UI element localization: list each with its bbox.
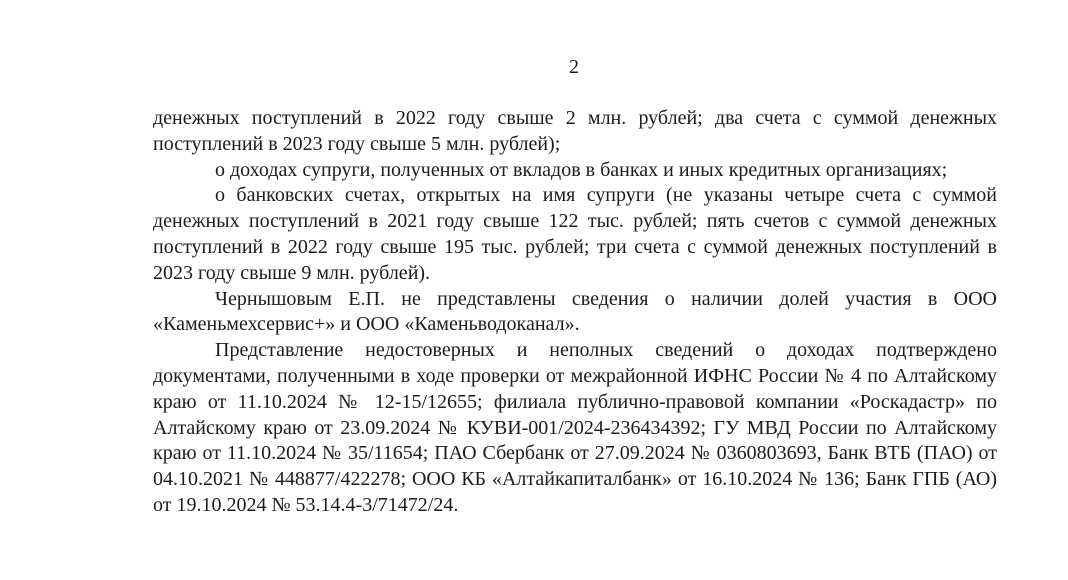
paragraph-continued-accounts: денежных поступлений в 2022 году свыше 2 млн. рублей; два счета с суммой денежных поступлений в 2023 году свыше 5 млн. рублей); [153, 107, 997, 155]
paragraph-spouse-accounts: о банковских счетах, открытых на имя супруги (не указаны четыре счета с суммой денежных поступлений в 2021 году свыше 122 тыс. рублей; пять счетов с суммой денежных поступлений в 2022 году свыше 195 тыс. рублей; три счета с суммой денежных поступлений в 2023 году свыше 9 млн. рублей). [153, 184, 997, 284]
document-body [153, 106, 997, 519]
page-number: 2 [569, 56, 579, 78]
paragraph-spouse-income: о доходах супруги, полученных от вкладов в банках и иных кредитных организациях; [215, 158, 948, 181]
paragraph-shares-info: Чернышовым Е.П. не представлены сведения о наличии долей участия в ООО «Каменьмехсервис+» и ООО «Каменьводоканал». [153, 287, 997, 336]
paragraph-confirmation: Представление недостоверных и неполных сведений о доходах подтверждено документами, полученными в ходе проверки от межрайонной ИФНС России № 4 по Алтайскому краю от 11.10.2024 № 12-15/12655; филиала публично-правовой компании «Роскадастр» по Алтайскому краю от 23.09.2024 № КУВИ-001/2024-236434392; ГУ МВД России по Алтайскому краю от 11.10.2024 № 35/11654; ПАО Сбербанк от 27.09.2024 № 0360803693, Банк ВТБ (ПАО) от 04.10.2021 № 448877/422278; ООО КБ «Алтайкапиталбанк» от 16.10.2024 № 136; Банк ГПБ (АО) от 19.10.2024 № 53.14.4-3/71472/24. [153, 339, 997, 516]
